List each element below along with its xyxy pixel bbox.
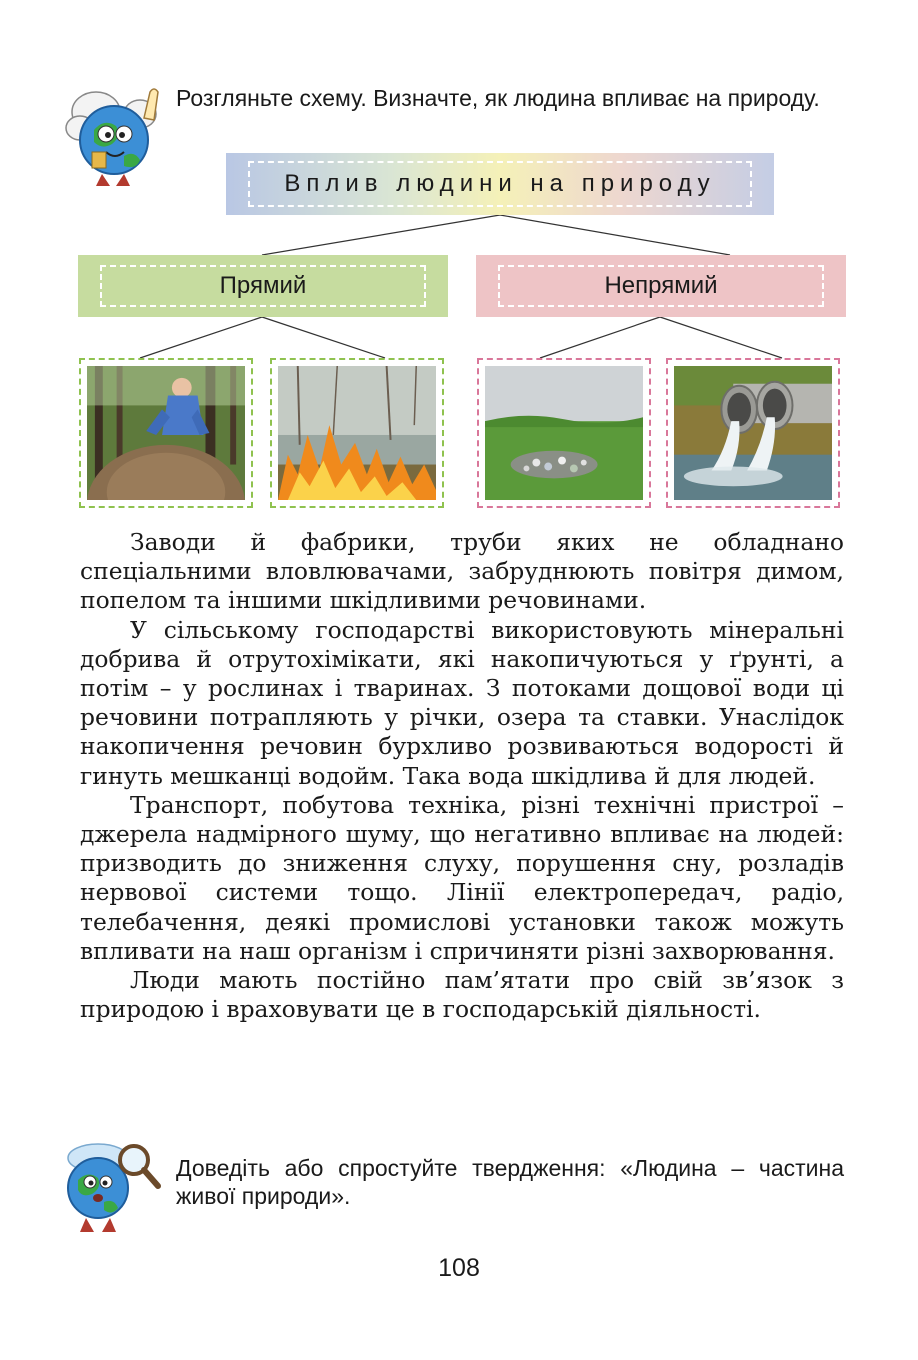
diagram-indirect-label: Непрямий — [604, 272, 718, 299]
sewage-pipes-photo — [666, 358, 840, 508]
task-instruction-bottom: Доведіть або спростуйте твердження: «Людина – частина живої природи». — [176, 1155, 844, 1209]
garbage-dump-photo — [477, 358, 651, 508]
paragraph: Транспорт, побутова техніка, різні технічні пристрої – джерела надмірного шуму, що негативно впливає на людей: призводить до зниження слуху, порушення сну, розладів нервової системи тощо. Лінії електропередач, радіо, телебачення, деякі промислові установки також можуть впливати на наш організм і спричиняти різні захворювання. — [80, 790, 844, 965]
diagram-direct-label: Прямий — [219, 272, 307, 299]
page-number: 108 — [438, 1254, 480, 1282]
diagram-root-label: Вплив людини на природу — [284, 170, 716, 197]
paragraph: У сільському господарстві використовують мінеральні добрива й отрутохімікати, які накопичуються у ґрунті, а потім – у рослинах і тваринах. З потоками дощової води ці речовини потрапляють у річки, озера та ставки. Унаслідок накопичення речовин бурхливо розвиваються водорості й гинуть мешканці водойм. Така вода шкідлива й для людей. — [80, 615, 844, 790]
anthill-photo — [79, 358, 253, 508]
diagram-indirect-box — [476, 255, 846, 317]
grass-fire-photo — [270, 358, 444, 508]
paragraph: Заводи й фабрики, труби яких не обладнано спеціальними вловлювачами, забруднюють повітря димом, попелом та іншими шкідливими речовинами. — [80, 528, 844, 615]
diagram-root-box — [226, 153, 774, 215]
globe-magnifier-mascot-icon — [54, 1136, 166, 1236]
paragraph: Люди мають постійно пам’ятати про свій зв’язок з природою і враховувати це в господарській діяльності. — [80, 966, 844, 1024]
body-text — [80, 528, 844, 1024]
diagram-direct-box — [78, 255, 448, 317]
task-instruction: Розгляньте схему. Визначте, як людина впливає на природу. — [176, 85, 820, 111]
